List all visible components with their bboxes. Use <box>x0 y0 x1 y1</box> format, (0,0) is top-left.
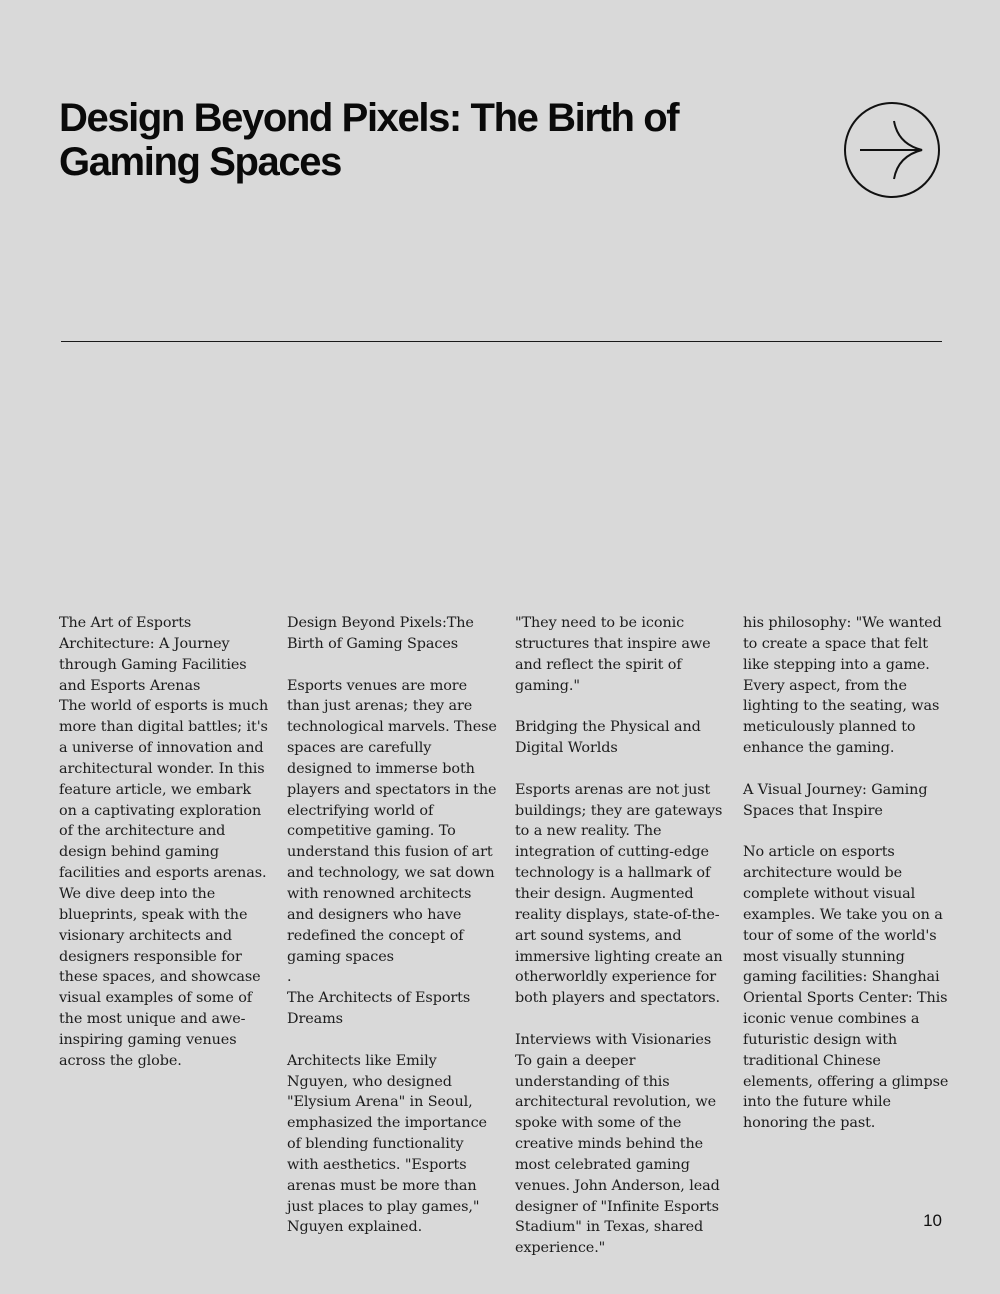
arrow-right-in-circle-icon <box>842 102 942 198</box>
section-divider <box>61 341 942 342</box>
article-column-2: Design Beyond Pixels:The Birth of Gaming Spaces Esports venues are more than just arenas; they are technological marvels. These spaces are carefully designed to immerse both players and spectators in the electrifying world of competitive gaming. To understand this fusion of art and technology, we sat down with renowned architects and designers who have redefined the concept of gaming spaces . The Architects of Esports Dreams Architects like Emily Nguyen, who designed "Elysium Arena" in Seoul, emphasized the importance of blending functionality with aesthetics. "Esports arenas must be more than just places to play games," Nguyen explained. <box>287 615 497 1236</box>
article-column-3: "They need to be iconic structures that inspire awe and reflect the spirit of gaming." Bridging the Physical and Digital Worlds Esports arenas are not just buildings; they are gateways to a new reality. The integration of cutting-edge technology is a hallmark of their design. Augmented reality displays, state-of-the-art sound systems, and immersive lighting create an otherworldly experience for both players and spectators. Interviews with Visionaries To gain a deeper understanding of this architectural revolution, we spoke with some of the creative minds behind the most celebrated gaming venues. John Anderson, lead designer of "Infinite Esports Stadium" in Texas, shared experience." <box>515 615 723 1257</box>
article-column-1: The Art of Esports Architecture: A Journey through Gaming Facilities and Esports Arenas The world of esports is much more than digital battles; it's a universe of innovation and architectural wonder. In this feature article, we embark on a captivating exploration of the architecture and design behind gaming facilities and esports arenas. We dive deep into the blueprints, speak with the visionary architects and designers responsible for these spaces, and showcase visual examples of some of the most unique and awe-inspiring gaming venues across the globe. <box>59 615 269 1069</box>
page-title: Design Beyond Pixels: The Birth of Gaming Spaces <box>59 96 679 184</box>
page-number: 10 <box>923 1211 942 1230</box>
article-column-4: his philosophy: "We wanted to create a space that felt like stepping into a game. Every aspect, from the lighting to the seating, was meticulously planned to enhance the gaming. A Visual Journey: Gaming Spaces that Inspire No article on esports architecture would be complete without visual examples. We take you on a tour of some of the world's most visually stunning gaming facilities: Shanghai Oriental Sports Center: This iconic venue combines a futuristic design with traditional Chinese elements, offering a glimpse into the future while honoring the past. <box>743 615 949 1132</box>
next-page-button[interactable] <box>842 102 942 198</box>
